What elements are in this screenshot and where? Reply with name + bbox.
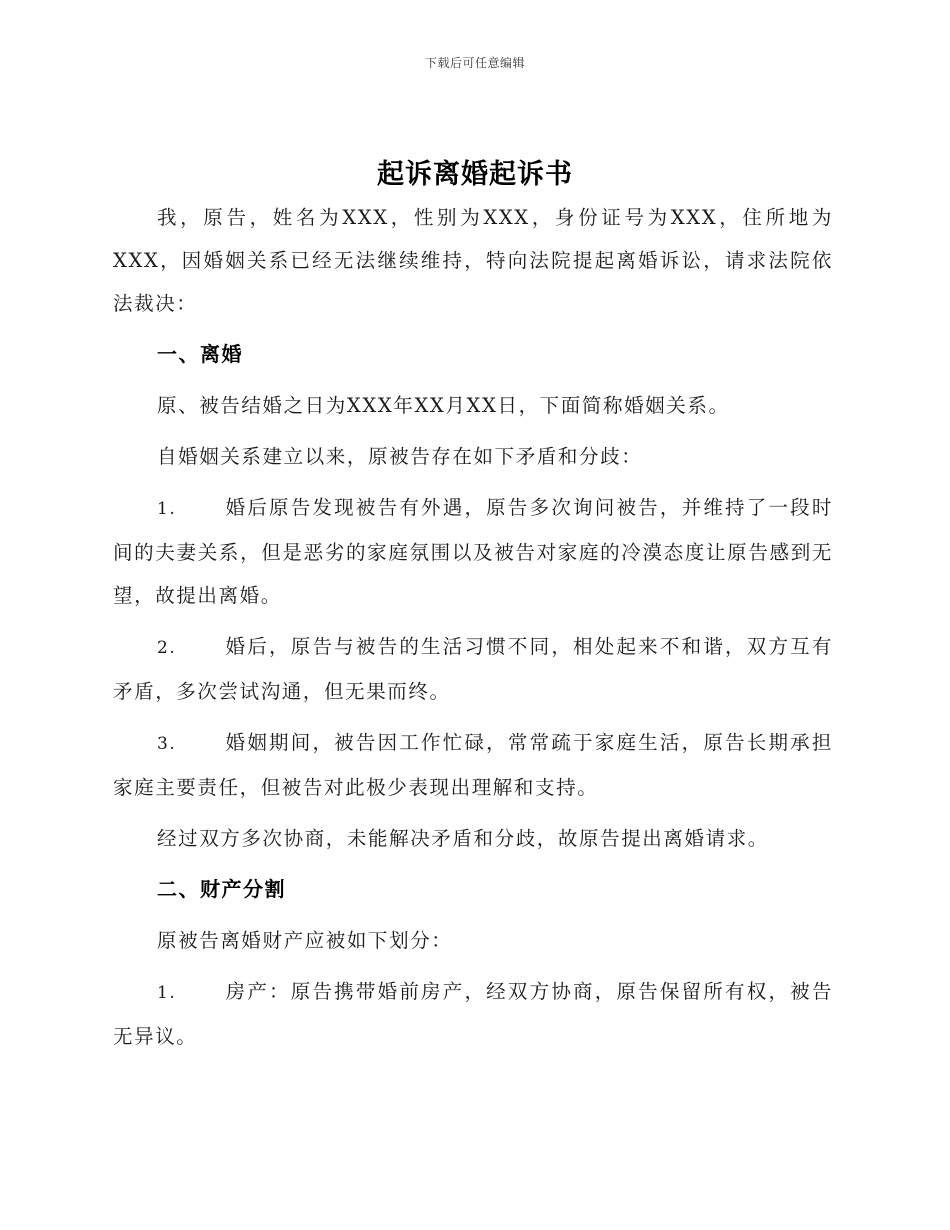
header-note: 下载后可任意编辑 bbox=[424, 56, 525, 70]
document-body bbox=[113, 196, 833, 1066]
list-item bbox=[113, 970, 833, 1058]
list-item bbox=[113, 486, 833, 617]
list-item-number: 2. bbox=[157, 638, 177, 658]
conclusion-paragraph: 经过双方多次协商，未能解决矛盾和分歧，故原告提出离婚请求。 bbox=[157, 827, 769, 850]
list-item bbox=[113, 721, 833, 809]
list-item-text: 房产：原告携带婚前房产，经双方协商，原告保留所有权，被告无异议。 bbox=[113, 980, 833, 1048]
conflicts-intro-paragraph: 自婚姻关系建立以来，原被告存在如下矛盾和分歧： bbox=[157, 445, 643, 468]
list-item bbox=[113, 625, 833, 713]
section-heading-divorce: 一、离婚 bbox=[157, 342, 243, 366]
document-title: 起诉离婚起诉书 bbox=[377, 159, 573, 190]
list-item-number: 3. bbox=[157, 734, 177, 754]
list-item-number: 1. bbox=[157, 983, 177, 1003]
list-item-number: 1. bbox=[157, 499, 177, 519]
list-item-text: 婚后原告发现被告有外遇，原告多次询问被告，并维持了一段时间的夫妻关系，但是恶劣的家庭氛围以及被告对家庭的冷漠态度让原告感到无望，故提出离婚。 bbox=[113, 496, 833, 607]
list-item-text: 婚姻期间，被告因工作忙碌，常常疏于家庭生活，原告长期承担家庭主要责任，但被告对此极少表现出理解和支持。 bbox=[113, 731, 833, 799]
intro-paragraph: 我，原告，姓名为XXX，性别为XXX，身份证号为XXX，住所地为XXX，因婚姻关系已经无法继续维持，特向法院提起离婚诉讼，请求法院依法裁决： bbox=[113, 206, 833, 315]
marriage-date-paragraph: 原、被告结婚之日为XXX年XX月XX日，下面简称婚姻关系。 bbox=[157, 394, 730, 417]
section-heading-property: 二、财产分割 bbox=[157, 877, 286, 901]
property-intro-paragraph: 原被告离婚财产应被如下划分： bbox=[157, 929, 453, 952]
list-item-text: 婚后，原告与被告的生活习惯不同，相处起来不和谐，双方互有矛盾，多次尝试沟通，但无果而终。 bbox=[113, 635, 833, 703]
